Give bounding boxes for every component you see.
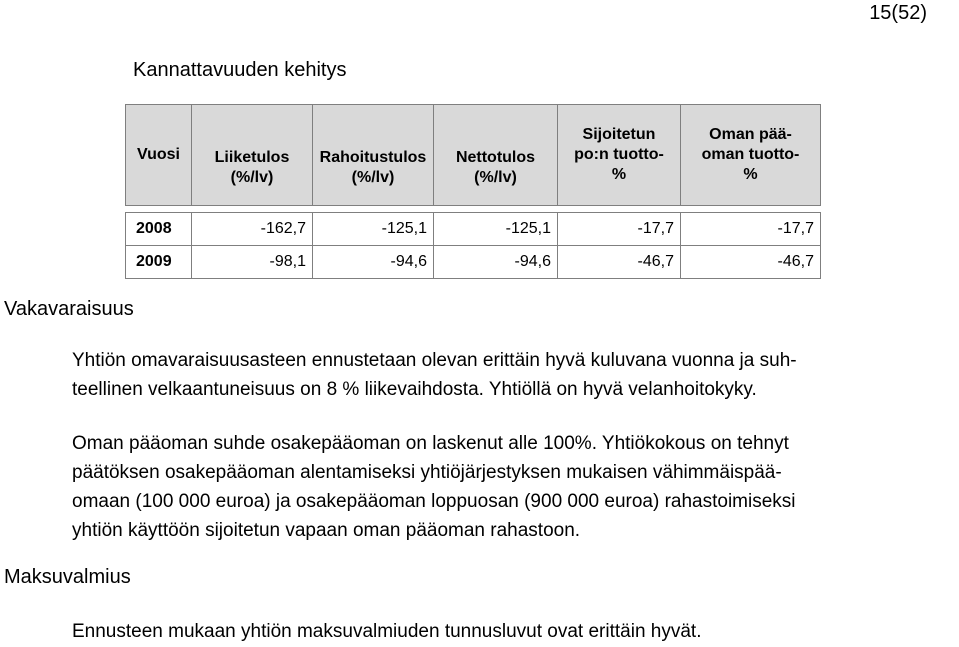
liquidity-title: Maksuvalmius [4, 566, 131, 588]
cell-financial-result: -94,6 [313, 246, 434, 279]
cell-roe: -17,7 [681, 213, 821, 246]
cell-financial-result: -125,1 [313, 213, 434, 246]
cell-net-result: -94,6 [434, 246, 558, 279]
header-operating-result: Liiketulos (%/lv) [192, 105, 313, 206]
cell-operating-result: -162,7 [192, 213, 313, 246]
header-financial-result: Rahoitustulos (%/lv) [313, 105, 434, 206]
page-number: 15(52) [869, 2, 927, 24]
liquidity-paragraph: Ennusteen mukaan yhtiön maksuvalmiuden tunnusluvut ovat erittäin hyvät. [72, 621, 702, 642]
cell-net-result: -125,1 [434, 213, 558, 246]
cell-roi: -17,7 [558, 213, 681, 246]
cell-roi: -46,7 [558, 246, 681, 279]
cell-roe: -46,7 [681, 246, 821, 279]
header-roe: Oman pää- oman tuotto- % [681, 105, 821, 206]
header-roi: Sijoitetun po:n tuotto- % [558, 105, 681, 206]
cell-operating-result: -98,1 [192, 246, 313, 279]
table-row [126, 246, 821, 279]
solvency-title: Vakavaraisuus [4, 298, 134, 320]
header-net-result: Nettotulos (%/lv) [434, 105, 558, 206]
table-header-row [126, 105, 821, 206]
cell-year: 2008 [126, 213, 192, 246]
solvency-paragraph-1: Yhtiön omavaraisuusasteen ennustetaan olevan erittäin hyvä kuluvana vuonna ja suh- teellinen velkaantuneisuus on 8 % liikevaihdosta. Yhtiöllä on hyvä velanhoitokyky. [72, 350, 797, 400]
table-spacer-row [126, 206, 821, 213]
solvency-paragraph-2: Oman pääoman suhde osakepääoman on laskenut alle 100%. Yhtiökokous on tehnyt päätöksen osakepääoman alentamiseksi yhtiöjärjestyksen mukaisen vähimmäispää- omaan (100 000 euroa) ja osakepääoman loppuosan (900 000 euroa) rahastoimiseksi yhtiön käyttöön sijoitetun vapaan oman pääoman rahastoon. [72, 433, 796, 541]
header-year: Vuosi [126, 105, 192, 206]
cell-year: 2009 [126, 246, 192, 279]
profitability-title: Kannattavuuden kehitys [133, 59, 347, 81]
profitability-table [125, 104, 821, 279]
table-row [126, 213, 821, 246]
